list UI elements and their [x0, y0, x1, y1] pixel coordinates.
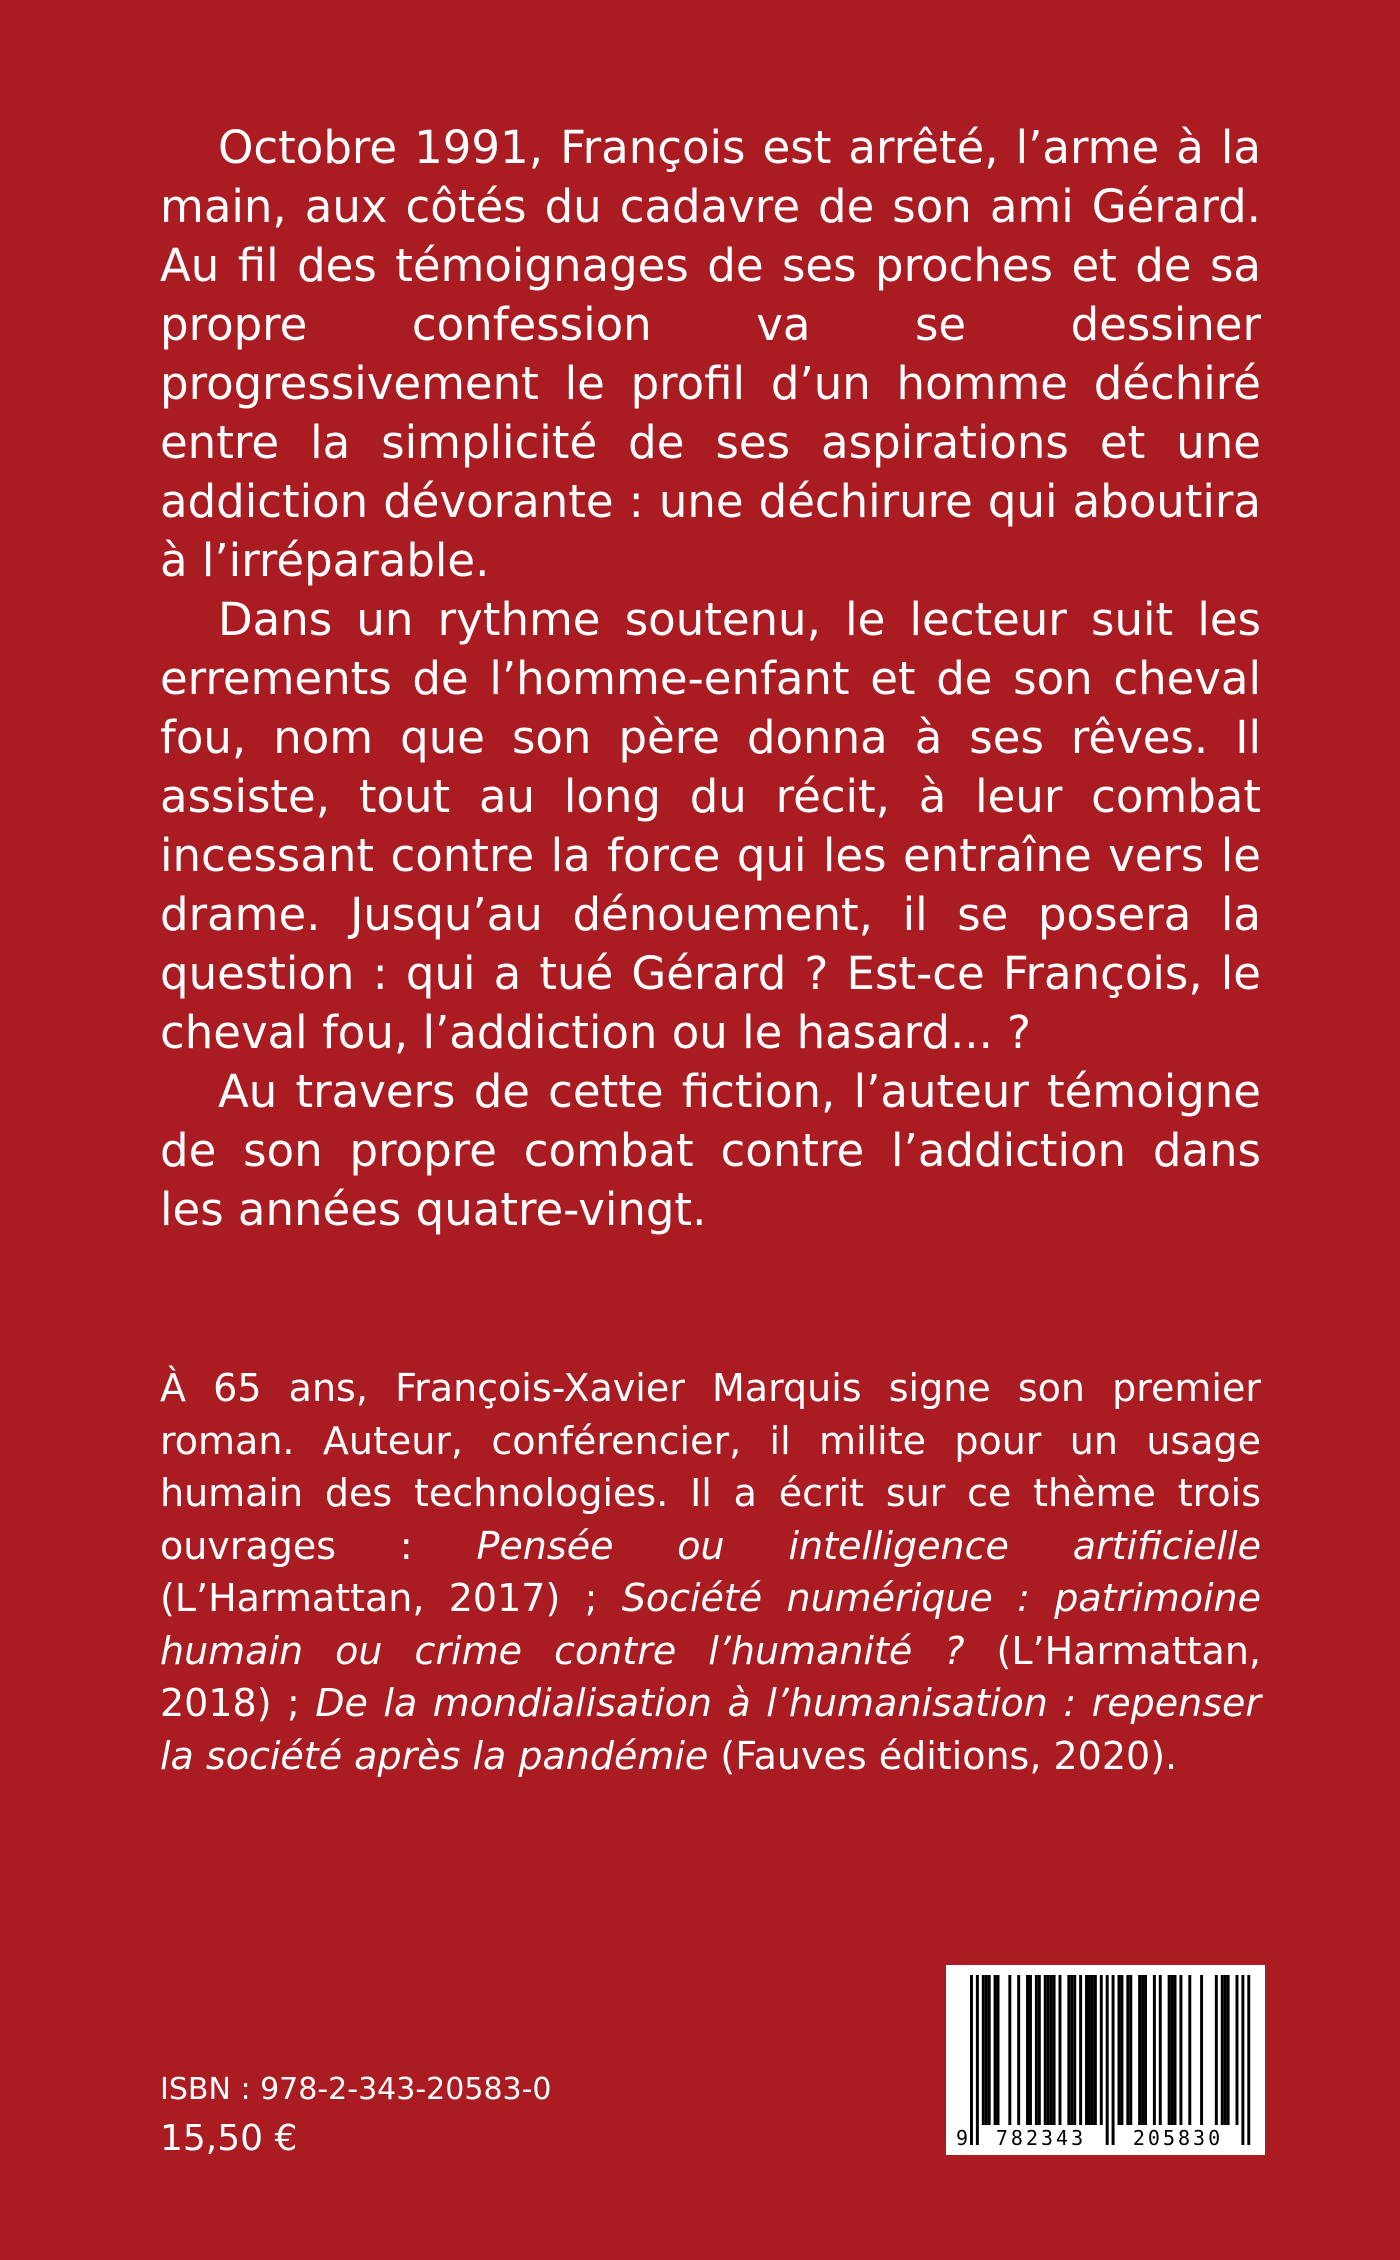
- barcode-bar: [1053, 1975, 1056, 2125]
- barcode-lead-digit: 9: [955, 2126, 969, 2150]
- author-bio: [160, 1362, 1261, 1782]
- barcode-bar: [1073, 1975, 1076, 2125]
- barcode-bar: [1017, 1975, 1020, 2125]
- book-title-3: De la mondialisation à l’humanisation : repenser la société après la pandémie: [160, 1681, 1261, 1778]
- barcode-bar: [1126, 1975, 1129, 2125]
- barcode-bar: [1091, 1975, 1094, 2125]
- book-publisher-1: (L’Harmattan, 2017) ;: [160, 1576, 622, 1620]
- barcode-bar: [985, 1975, 988, 2125]
- barcode-bars: [970, 1975, 1250, 2145]
- barcode-bar: [1067, 1975, 1070, 2125]
- bio-intro: À 65 ans, François-Xavier Marquis signe son premier roman. Auteur, conférencier, il milite pour un usage humain des technologies. Il a écrit sur ce thème trois ouvrages :: [160, 1366, 1261, 1568]
- book-publisher-2: (L’Harmattan, 2018) ;: [160, 1628, 1261, 1725]
- barcode-bar: [1188, 1975, 1191, 2125]
- barcode-bar: [1221, 1975, 1224, 2125]
- barcode-bar: [1026, 1975, 1029, 2125]
- barcode-bar: [1070, 1975, 1073, 2125]
- barcode-bar: [1118, 1975, 1121, 2125]
- barcode-bar: [970, 1975, 973, 2145]
- barcode-bar: [1227, 1975, 1230, 2125]
- barcode: [946, 1965, 1265, 2155]
- barcode-bar: [1215, 1975, 1218, 2125]
- barcode-bar: [1138, 1975, 1141, 2125]
- barcode-bar: [1100, 1975, 1103, 2125]
- barcode-bar: [1241, 1975, 1244, 2145]
- barcode-bar: [1129, 1975, 1132, 2125]
- barcode-graphic: [946, 1965, 1265, 2155]
- isbn: ISBN : 978-2-343-20583-0: [160, 2072, 552, 2107]
- barcode-bar: [1144, 1975, 1147, 2125]
- barcode-bar: [1008, 1975, 1011, 2125]
- synopsis: [160, 118, 1261, 1239]
- synopsis-paragraph-2: Dans un rythme soutenu, le lecteur suit les errements de l’homme-enfant et de son cheval fou, nom que son père donna à ses rêves. Il assiste, tout au long du récit, à leur combat incessant contre la force qui les entraîne vers le drame. Jusqu’au dénouement, il se posera la question : qui a tué Gérard ? Est-ce François, le cheval fou, l’addiction ou le hasard... ?: [160, 593, 1261, 1059]
- author-bio-text: [160, 1362, 1261, 1782]
- barcode-bar: [1236, 1975, 1239, 2125]
- barcode-bar: [1094, 1975, 1097, 2125]
- book-title-1: Pensée ou intelligence artificielle: [476, 1523, 1261, 1568]
- barcode-bar: [1038, 1975, 1041, 2125]
- barcode-bar: [982, 1975, 985, 2125]
- barcode-bar: [1153, 1975, 1156, 2125]
- barcode-bar: [1179, 1975, 1182, 2125]
- price: 15,50 €: [160, 2118, 298, 2159]
- barcode-bar: [1035, 1975, 1038, 2125]
- barcode-bar: [1141, 1975, 1144, 2125]
- barcode-bar: [1050, 1975, 1053, 2125]
- barcode-bar: [1085, 1975, 1088, 2125]
- barcode-bar: [1168, 1975, 1171, 2125]
- barcode-bar: [1120, 1975, 1123, 2125]
- barcode-bar: [976, 1975, 979, 2145]
- barcode-bar: [1159, 1975, 1162, 2125]
- barcode-bar: [1200, 1975, 1203, 2125]
- barcode-bar: [1029, 1975, 1032, 2125]
- barcode-bar: [1224, 1975, 1227, 2125]
- synopsis-paragraph-1: Octobre 1991, François est arrêté, l’arme à la main, aux côtés du cadavre de son ami Gérard. Au fil des témoignages de ses proches et de sa propre confession va se dessiner progressivement le profil d’un homme déchiré entre la simplicité de ses aspirations et une addiction dévorante : une déchirure qui aboutira à l’irréparable.: [160, 121, 1261, 587]
- book-publisher-3: (Fauves éditions, 2020).: [708, 1733, 1178, 1778]
- barcode-bar: [1174, 1975, 1177, 2125]
- barcode-bar: [1112, 1975, 1115, 2145]
- barcode-bar: [1247, 1975, 1250, 2145]
- barcode-bar: [1106, 1975, 1109, 2145]
- barcode-bar: [1171, 1975, 1174, 2125]
- barcode-bar: [994, 1975, 997, 2125]
- barcode-bar: [997, 1975, 1000, 2125]
- barcode-bar: [988, 1975, 991, 2125]
- barcode-left-digits: 782343: [995, 2126, 1087, 2150]
- book-title-2: Société numérique : patrimoine humain ou crime contre l’humanité ?: [160, 1576, 1262, 1673]
- barcode-right-digits: 205830: [1132, 2126, 1224, 2150]
- barcode-bar: [1059, 1975, 1062, 2125]
- synopsis-paragraph-3: Au travers de cette fiction, l’auteur témoigne de son propre combat contre l’addiction dans les années quatre-vingt.: [160, 1065, 1261, 1236]
- barcode-bar: [1047, 1975, 1050, 2125]
- barcode-bar: [1044, 1975, 1047, 2125]
- barcode-bar: [1088, 1975, 1091, 2125]
- barcode-bar: [1079, 1975, 1082, 2125]
